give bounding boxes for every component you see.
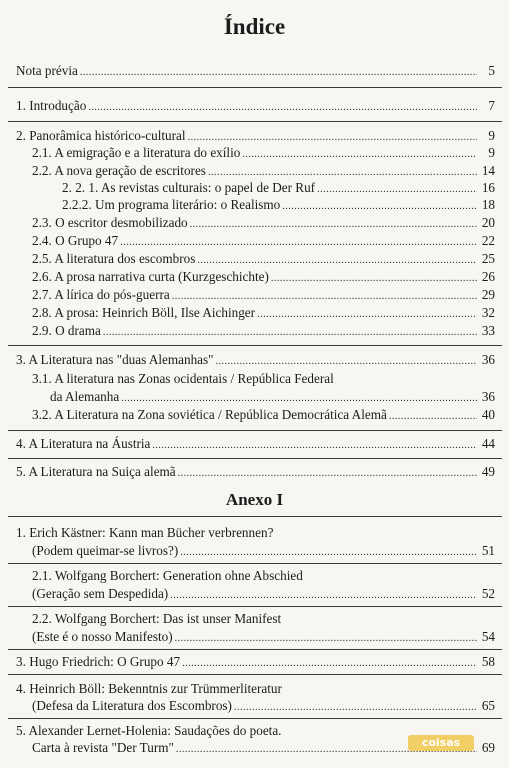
anexo-entry-3[interactable] <box>16 653 495 670</box>
toc-entry-text: Carta à revista "Der Turm" <box>32 740 174 755</box>
toc-entry-2-8[interactable] <box>32 304 495 321</box>
toc-entry-page: 58 <box>481 654 495 669</box>
toc-entry-text: 2.9. O drama <box>32 323 101 338</box>
toc-entry-page: 26 <box>481 269 495 284</box>
anexo-entry-2-1-line1: 2.1. Wolfgang Borchert: Generation ohne Abschied <box>32 568 303 583</box>
watermark-logo: coisas <box>408 735 474 751</box>
toc-entry-text: 4. A Literatura na Áustria <box>16 436 151 451</box>
toc-entry-2-2-1[interactable] <box>62 179 495 196</box>
toc-entry-text: 2.2.2. Um programa literário: o Realismo <box>62 197 281 212</box>
divider <box>8 87 502 88</box>
toc-entry-3[interactable] <box>16 351 495 368</box>
toc-entry-text: da Alemanha <box>50 389 120 404</box>
toc-entry-page: 5 <box>488 63 495 78</box>
anexo-entry-2-2-line1: 2.2. Wolfgang Borchert: Das ist unser Manifest <box>32 611 282 626</box>
toc-entry-2-2[interactable] <box>32 162 495 179</box>
toc-entry-page: 14 <box>481 163 495 178</box>
toc-entry-text: 3.2. A Literatura na Zona soviética / República Democrática Alemã <box>32 407 387 422</box>
toc-entry-page: 69 <box>481 740 495 755</box>
toc-entry-2-6[interactable] <box>32 268 495 285</box>
divider <box>8 649 502 650</box>
toc-entry-text: (Defesa da Literatura dos Escombros) <box>32 698 232 713</box>
toc-entry-text: 2.1. A emigração e a literatura do exílio <box>32 145 241 160</box>
divider <box>8 606 502 607</box>
divider <box>8 563 502 564</box>
toc-entry-text: Nota prévia <box>16 63 78 78</box>
toc-entry-page: 49 <box>481 464 495 479</box>
toc-entry-2-7[interactable] <box>32 286 495 303</box>
toc-entry-text: 2.3. O escritor desmobilizado <box>32 215 188 230</box>
toc-entry-page: 9 <box>488 128 495 143</box>
anexo-entry-1[interactable] <box>32 542 495 559</box>
toc-entry-text: 1. Introdução <box>16 98 87 113</box>
anexo-entry-2-1[interactable] <box>32 585 495 602</box>
toc-entry-2-5[interactable] <box>32 250 495 267</box>
anexo-entry-4-line1: 4. Heinrich Böll: Bekenntnis zur Trümmerliteratur <box>16 681 282 696</box>
toc-entry-4[interactable] <box>16 435 495 452</box>
toc-entry-text: (Podem queimar-se livros?) <box>32 543 179 558</box>
page-title: Índice <box>223 14 286 39</box>
toc-entry-text: 2.4. O Grupo 47 <box>32 233 119 248</box>
anexo-title: Anexo I <box>225 490 284 509</box>
toc-entry-page: 20 <box>481 215 495 230</box>
divider <box>8 718 502 719</box>
divider <box>8 121 502 122</box>
toc-entry-text: 2.5. A literatura dos escombros <box>32 251 196 266</box>
divider <box>8 430 502 431</box>
toc-entry-page: 51 <box>481 543 495 558</box>
toc-entry-page: 32 <box>481 305 495 320</box>
toc-entry-page: 16 <box>481 180 495 195</box>
toc-entry-text: 5. A Literatura na Suiça alemã <box>16 464 176 479</box>
toc-entry-page: 54 <box>481 629 495 644</box>
toc-entry-page: 36 <box>481 352 495 367</box>
toc-entry-2[interactable] <box>16 127 495 144</box>
anexo-entry-5-line1: 5. Alexander Lernet-Holenia: Saudações do poeta. <box>16 723 282 738</box>
anexo-entry-2-2[interactable] <box>32 628 495 645</box>
toc-entry-2-9[interactable] <box>32 322 495 339</box>
toc-entry-text: (Este é o nosso Manifesto) <box>32 629 173 644</box>
toc-entry-5[interactable] <box>16 463 495 480</box>
toc-entry-page: 22 <box>481 233 495 248</box>
toc-entry-page: 7 <box>488 98 495 113</box>
toc-entry-text: 2.2. A nova geração de escritores <box>32 163 206 178</box>
toc-entry-text: 3. Hugo Friedrich: O Grupo 47 <box>16 654 181 669</box>
divider <box>8 458 502 459</box>
anexo-entry-4[interactable] <box>32 697 495 714</box>
toc-entry-3-1-line1: 3.1. A literatura nas Zonas ocidentais / República Federal <box>32 371 334 386</box>
toc-entry-page: 36 <box>481 389 495 404</box>
toc-entry-page: 9 <box>488 145 495 160</box>
toc-entry-page: 52 <box>481 586 495 601</box>
toc-entry-3-1[interactable] <box>50 388 495 405</box>
divider <box>8 345 502 346</box>
toc-entry-page: 40 <box>481 407 495 422</box>
toc-entry-text: (Geração sem Despedida) <box>32 586 169 601</box>
toc-entry-page: 44 <box>481 436 495 451</box>
toc-entry-2-1[interactable] <box>32 144 495 161</box>
anexo-entry-1-line1: 1. Erich Kästner: Kann man Bücher verbrennen? <box>16 525 274 540</box>
toc-entry-1[interactable] <box>16 97 495 114</box>
toc-entry-page: 18 <box>481 197 495 212</box>
toc-entry-text: 2.7. A lírica do pós-guerra <box>32 287 170 302</box>
toc-entry-text: 3. A Literatura nas "duas Alemanhas" <box>16 352 214 367</box>
toc-entry-text: 2. 2. 1. As revistas culturais: o papel de Der Ruf <box>62 180 316 195</box>
toc-entry-page: 29 <box>481 287 495 302</box>
toc-entry-text: 2.6. A prosa narrativa curta (Kurzgeschichte) <box>32 269 269 284</box>
toc-entry-text: 2. Panorâmica histórico-cultural <box>16 128 186 143</box>
toc-entry-3-2[interactable] <box>32 406 495 423</box>
toc-entry-text: 2.8. A prosa: Heinrich Böll, Ilse Aichinger <box>32 305 256 320</box>
toc-entry-2-4[interactable] <box>32 232 495 249</box>
divider <box>8 674 502 675</box>
toc-entry-page: 65 <box>481 698 495 713</box>
toc-entry-page: 25 <box>481 251 495 266</box>
toc-entry-nota[interactable] <box>16 62 495 79</box>
divider <box>8 516 502 517</box>
toc-entry-2-3[interactable] <box>32 214 495 231</box>
toc-entry-2-2-2[interactable] <box>62 196 495 213</box>
toc-entry-page: 33 <box>481 323 495 338</box>
